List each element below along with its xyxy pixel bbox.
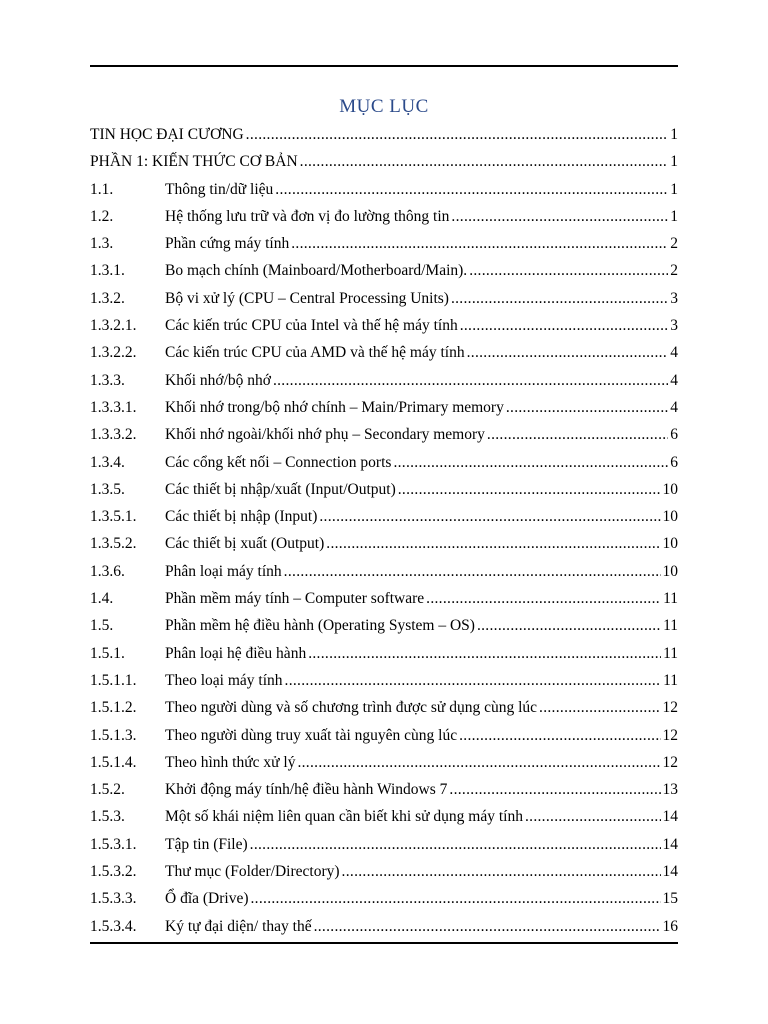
toc-entry[interactable] xyxy=(90,148,678,175)
toc-entry-number: 1.3.1. xyxy=(90,262,125,280)
toc-entry[interactable] xyxy=(90,776,678,803)
toc-page-number: 10 xyxy=(662,508,678,526)
toc-entry-title: Khối nhớ ngoài/khối nhớ phụ – Secondary memory xyxy=(165,426,485,444)
toc-dot-leader xyxy=(308,640,661,667)
toc-dot-leader xyxy=(319,503,660,530)
toc-entry[interactable] xyxy=(90,503,678,530)
header-rule xyxy=(90,65,678,67)
toc-entry[interactable] xyxy=(90,640,678,667)
toc-entry-title: Theo người dùng và số chương trình được sử dụng cùng lúc xyxy=(165,699,538,717)
toc-dot-leader xyxy=(273,367,668,394)
toc-entry-title: Khối nhớ trong/bộ nhớ chính – Main/Primary memory xyxy=(165,398,504,416)
toc-entry-title: Các kiến trúc CPU của AMD và thế hệ máy tính xyxy=(165,344,465,362)
toc-page-number: 11 xyxy=(663,590,678,608)
toc-entry-title: Theo hình thức xử lý xyxy=(165,753,296,771)
toc-page-number: 15 xyxy=(662,890,678,908)
toc-entry[interactable] xyxy=(90,121,678,148)
toc-entry-number: 1.3.3.2. xyxy=(90,426,137,444)
toc-entry-number: 1.3.2. xyxy=(90,289,125,307)
toc-entry-number: 1.5.1.1. xyxy=(90,671,137,689)
toc-page-number: 4 xyxy=(670,344,678,362)
toc-entry-number: 1.1. xyxy=(90,180,114,198)
table-of-contents xyxy=(90,121,678,940)
toc-page-number: 14 xyxy=(662,808,678,826)
toc-page-number: 10 xyxy=(662,535,678,553)
footer-rule xyxy=(90,942,678,944)
toc-page-number: 1 xyxy=(670,207,678,225)
toc-entry[interactable] xyxy=(90,285,678,312)
toc-entry-number: 1.3.2.2. xyxy=(90,344,137,362)
toc-entry[interactable] xyxy=(90,667,678,694)
toc-entry-number: 1.5.3. xyxy=(90,808,125,826)
toc-dot-leader xyxy=(467,339,669,366)
toc-page-number: 2 xyxy=(670,235,678,253)
toc-entry-title: Ký tự đại diện/ thay thế xyxy=(165,917,312,935)
toc-entry-title: Phân loại máy tính xyxy=(165,562,282,580)
toc-entry-number: 1.3.2.1. xyxy=(90,317,137,335)
toc-dot-leader xyxy=(506,394,668,421)
toc-entry[interactable] xyxy=(90,831,678,858)
toc-entry-number: 1.5.1. xyxy=(90,644,125,662)
toc-dot-leader xyxy=(300,148,669,175)
toc-entry-title: Khởi động máy tính/hệ điều hành Windows 7 xyxy=(165,781,448,799)
toc-entry-number: 1.3.5.1. xyxy=(90,508,137,526)
toc-page-number: 16 xyxy=(662,917,678,935)
toc-entry-number: 1.3.3.1. xyxy=(90,398,137,416)
toc-entry[interactable] xyxy=(90,230,678,257)
toc-entry-number: 1.2. xyxy=(90,207,114,225)
toc-dot-leader xyxy=(426,585,661,612)
toc-entry[interactable] xyxy=(90,913,678,940)
toc-entry[interactable] xyxy=(90,476,678,503)
toc-entry-number: 1.3.6. xyxy=(90,562,125,580)
toc-entry-number: 1.5.1.2. xyxy=(90,699,137,717)
toc-entry-title: Một số khái niệm liên quan cần biết khi sử dụng máy tính xyxy=(165,808,523,826)
toc-entry[interactable] xyxy=(90,203,678,230)
toc-entry-number: 1.4. xyxy=(90,590,114,608)
toc-page-number: 1 xyxy=(670,153,678,171)
toc-dot-leader xyxy=(314,913,661,940)
toc-dot-leader xyxy=(285,667,662,694)
toc-entry[interactable] xyxy=(90,585,678,612)
toc-entry-title: Phần cứng máy tính xyxy=(165,235,290,253)
toc-entry-number: 1.5.3.1. xyxy=(90,835,137,853)
page-title: MỤC LỤC xyxy=(339,96,429,117)
toc-entry-title: Bo mạch chính (Mainboard/Motherboard/Main). xyxy=(165,262,468,280)
toc-page-number: 1 xyxy=(670,126,678,143)
toc-entry-number: 1.3. xyxy=(90,235,114,253)
toc-entry-title: Hệ thống lưu trữ và đơn vị đo lường thông tin xyxy=(165,207,450,225)
toc-entry-number: 1.5.3.2. xyxy=(90,863,137,881)
toc-entry[interactable] xyxy=(90,749,678,776)
toc-page-number: 11 xyxy=(663,644,678,662)
toc-dot-leader xyxy=(297,749,660,776)
toc-page-number: 4 xyxy=(670,371,678,389)
toc-dot-leader xyxy=(525,803,661,830)
toc-dot-leader xyxy=(275,176,668,203)
toc-entry[interactable] xyxy=(90,722,678,749)
toc-dot-leader xyxy=(449,776,660,803)
toc-entry[interactable] xyxy=(90,558,678,585)
toc-dot-leader xyxy=(291,230,668,257)
toc-entry-title: Thông tin/dữ liệu xyxy=(165,180,274,198)
toc-dot-leader xyxy=(342,858,661,885)
toc-entry[interactable] xyxy=(90,421,678,448)
toc-entry-number: 1.5.3.3. xyxy=(90,890,137,908)
toc-page-number: 12 xyxy=(662,699,678,717)
toc-entry[interactable] xyxy=(90,858,678,885)
toc-entry-title: Các thiết bị nhập/xuất (Input/Output) xyxy=(165,480,396,498)
toc-page-number: 6 xyxy=(670,426,678,444)
toc-entry-number: 1.5.1.3. xyxy=(90,726,137,744)
toc-dot-leader xyxy=(459,722,660,749)
toc-entry-title: Tập tin (File) xyxy=(165,835,248,853)
toc-page-number: 10 xyxy=(662,562,678,580)
toc-entry[interactable] xyxy=(90,257,678,284)
toc-entry[interactable] xyxy=(90,530,678,557)
toc-dot-leader xyxy=(326,530,660,557)
toc-entry[interactable] xyxy=(90,367,678,394)
toc-dot-leader xyxy=(251,885,661,912)
toc-page-number: 6 xyxy=(670,453,678,471)
toc-page-number: 3 xyxy=(670,317,678,335)
toc-entry[interactable] xyxy=(90,176,678,203)
toc-dot-leader xyxy=(398,476,661,503)
toc-page-number: 13 xyxy=(662,781,678,799)
toc-entry-title: Thư mục (Folder/Directory) xyxy=(165,863,340,881)
toc-page-number: 11 xyxy=(663,671,678,689)
toc-entry[interactable] xyxy=(90,803,678,830)
toc-entry-title: Ổ đĩa (Drive) xyxy=(165,890,249,908)
toc-entry[interactable] xyxy=(90,694,678,721)
toc-entry-title: Các thiết bị xuất (Output) xyxy=(165,535,325,553)
toc-entry-title: Phân loại hệ điều hành xyxy=(165,644,307,662)
toc-dot-leader xyxy=(250,831,661,858)
toc-entry-number: 1.5.3.4. xyxy=(90,917,137,935)
toc-entry-title: Bộ vi xử lý (CPU – Central Processing Units) xyxy=(165,289,449,307)
toc-page-number: 2 xyxy=(670,262,678,280)
toc-page-number: 12 xyxy=(662,726,678,744)
toc-entry-number: 1.5.2. xyxy=(90,781,125,799)
toc-dot-leader xyxy=(469,257,668,284)
toc-dot-leader xyxy=(246,121,669,148)
toc-entry-number: 1.5.1.4. xyxy=(90,753,137,771)
toc-entry-number: 1.3.5. xyxy=(90,480,125,498)
toc-entry[interactable] xyxy=(90,394,678,421)
toc-dot-leader xyxy=(393,449,668,476)
toc-page-number: 14 xyxy=(662,863,678,881)
toc-entry-number: 1.3.5.2. xyxy=(90,535,137,553)
toc-entry[interactable] xyxy=(90,312,678,339)
toc-dot-leader xyxy=(487,421,668,448)
toc-entry-title: PHẦN 1: KIẾN THỨC CƠ BẢN xyxy=(90,153,298,171)
toc-dot-leader xyxy=(451,285,668,312)
toc-entry-title: Theo loại máy tính xyxy=(165,671,283,689)
toc-entry[interactable] xyxy=(90,612,678,639)
toc-entry[interactable] xyxy=(90,885,678,912)
toc-page-number: 11 xyxy=(663,617,678,635)
toc-dot-leader xyxy=(451,203,668,230)
toc-entry-title: Phần mềm hệ điều hành (Operating System – OS) xyxy=(165,617,475,635)
toc-entry-title: Các thiết bị nhập (Input) xyxy=(165,508,318,526)
toc-entry-title: Theo người dùng truy xuất tài nguyên cùng lúc xyxy=(165,726,458,744)
toc-entry[interactable] xyxy=(90,339,678,366)
toc-entry-title: TIN HỌC ĐẠI CƯƠNG xyxy=(90,126,244,143)
toc-entry-number: 1.3.3. xyxy=(90,371,125,389)
toc-entry[interactable] xyxy=(90,449,678,476)
toc-entry-title: Các cổng kết nối – Connection ports xyxy=(165,453,392,471)
toc-entry-number: 1.3.4. xyxy=(90,453,125,471)
toc-entry-title: Các kiến trúc CPU của Intel và thế hệ máy tính xyxy=(165,317,458,335)
toc-page-number: 1 xyxy=(670,180,678,198)
toc-page-number: 10 xyxy=(662,480,678,498)
toc-dot-leader xyxy=(477,612,661,639)
toc-dot-leader xyxy=(539,694,660,721)
toc-entry-title: Khối nhớ/bộ nhớ xyxy=(165,371,271,389)
toc-dot-leader xyxy=(460,312,669,339)
toc-page-number: 14 xyxy=(662,835,678,853)
toc-page-number: 3 xyxy=(670,289,678,307)
toc-page-number: 4 xyxy=(670,398,678,416)
toc-entry-number: 1.5. xyxy=(90,617,114,635)
toc-page-number: 12 xyxy=(662,753,678,771)
toc-entry-title: Phần mềm máy tính – Computer software xyxy=(165,590,425,608)
toc-dot-leader xyxy=(284,558,661,585)
